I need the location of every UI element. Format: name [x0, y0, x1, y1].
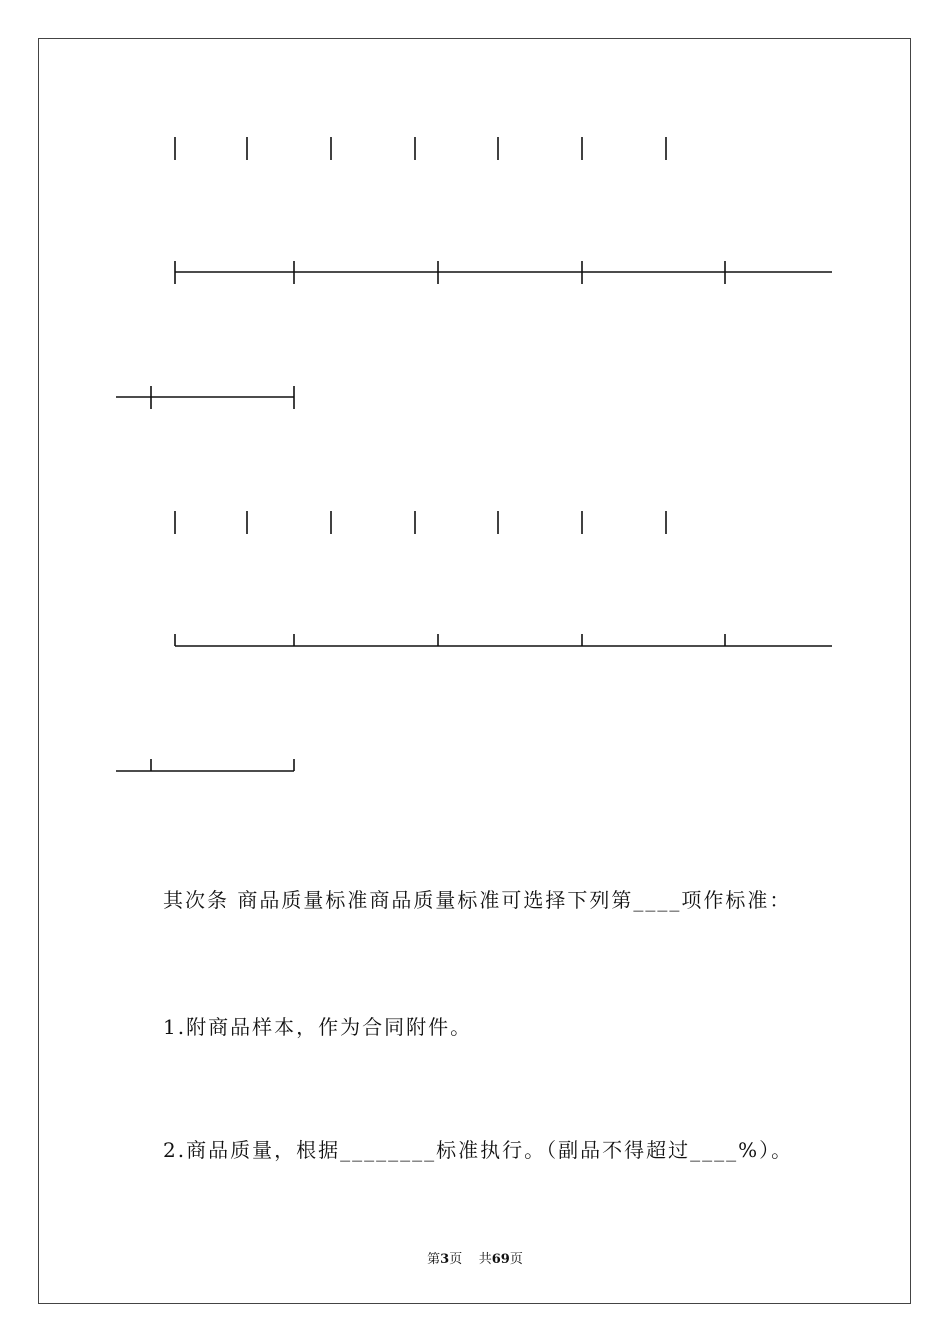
total-pages: 69	[491, 1252, 510, 1267]
total-prefix: 共	[478, 1252, 492, 1267]
clause-heading: 其次条 商品质量标准商品质量标准可选择下列第____项作标准：	[163, 888, 792, 912]
page-prefix: 第	[427, 1252, 441, 1267]
page-number: 3	[440, 1252, 450, 1267]
clause-item-2: 2.商品质量，根据________标准执行。（副品不得超过____%）。	[163, 1138, 794, 1162]
page-suffix: 页	[449, 1252, 463, 1267]
total-suffix: 页	[509, 1252, 523, 1267]
clause-item-1: 1.附商品样本，作为合同附件。	[163, 1015, 473, 1039]
page-footer	[0, 1248, 950, 1267]
